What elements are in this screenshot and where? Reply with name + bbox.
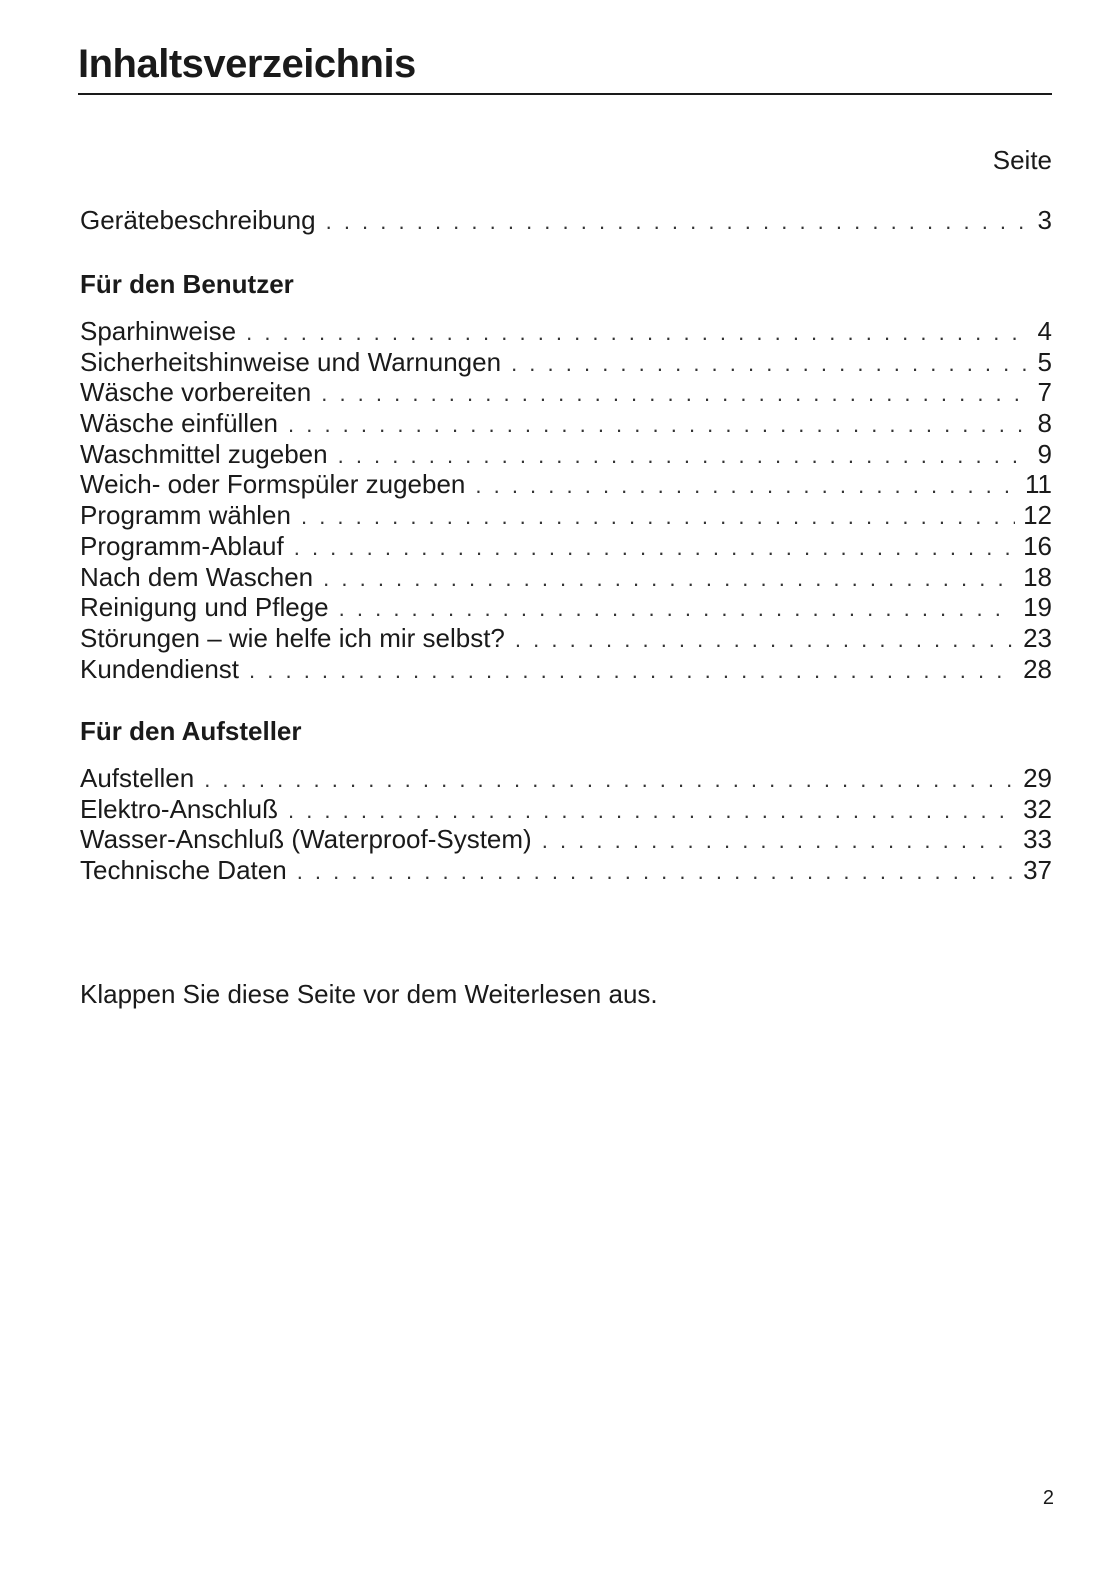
toc-entry-page: 16 <box>1023 530 1052 561</box>
toc-leader-dots <box>294 533 1015 564</box>
toc-entry-page: 32 <box>1023 793 1052 824</box>
toc-entry-label: Waschmittel zugeben <box>80 438 328 469</box>
toc-leader-dots <box>288 796 1015 827</box>
toc-leader-dots <box>338 441 1030 472</box>
toc-entry[interactable] <box>80 439 1052 470</box>
toc-leader-dots <box>246 318 1029 349</box>
toc-leader-dots <box>288 410 1030 441</box>
toc-entry[interactable] <box>80 469 1052 500</box>
toc-leader-dots <box>511 349 1029 380</box>
toc-entry-label: Elektro-Anschluß <box>80 793 278 824</box>
toc-entry-page: 11 <box>1025 469 1052 500</box>
toc-entry-label: Reinigung und Pflege <box>80 592 329 623</box>
toc-benutzer <box>80 316 1052 684</box>
toc-entry[interactable] <box>80 500 1052 531</box>
toc-entry-page: 8 <box>1037 408 1052 439</box>
toc-entry-label: Wäsche vorbereiten <box>80 377 312 408</box>
toc-entry-page: 37 <box>1023 855 1052 886</box>
toc-entry-label: Wasser-Anschluß (Waterproof-System) <box>80 824 532 855</box>
toc-entry-label: Kundendienst <box>80 653 240 684</box>
toc-leader-dots <box>323 564 1015 595</box>
toc-entry-label: Nach dem Waschen <box>80 561 314 592</box>
toc-leader-dots <box>321 379 1029 410</box>
toc-entry-page: 7 <box>1037 377 1052 408</box>
toc-entry[interactable] <box>80 763 1052 794</box>
toc-leader-dots <box>542 826 1015 857</box>
page-number: 2 <box>1042 1487 1054 1509</box>
toc-entry[interactable] <box>80 347 1052 378</box>
section-heading-aufsteller: Für den Aufsteller <box>80 716 302 746</box>
fold-out-note: Klappen Sie diese Seite vor dem Weiterlesen aus. <box>80 979 658 1009</box>
toc-entry-page: 3 <box>1037 205 1052 235</box>
toc-entry[interactable] <box>80 408 1052 439</box>
toc-entry-label: Programm-Ablauf <box>80 530 284 561</box>
toc-entry-page: 9 <box>1037 438 1052 469</box>
toc-intro <box>80 205 1052 236</box>
page-title: Inhaltsverzeichnis <box>78 42 416 86</box>
toc-leader-dots <box>339 594 1015 625</box>
toc-entry[interactable] <box>80 794 1052 825</box>
toc-entry-page: 12 <box>1023 500 1052 531</box>
toc-entry[interactable] <box>80 592 1052 623</box>
toc-entry-page: 18 <box>1023 561 1052 592</box>
toc-aufsteller <box>80 763 1052 886</box>
toc-leader-dots <box>326 207 1030 238</box>
toc-entry[interactable] <box>80 562 1052 593</box>
toc-entry[interactable] <box>80 824 1052 855</box>
toc-entry[interactable] <box>80 654 1052 685</box>
toc-leader-dots <box>297 857 1015 888</box>
toc-entry-page: 23 <box>1023 622 1052 653</box>
toc-entry-label: Sicherheitshinweise und Warnungen <box>80 346 502 377</box>
toc-entry[interactable] <box>80 316 1052 347</box>
toc-leader-dots <box>301 502 1015 533</box>
toc-entry-page: 28 <box>1023 653 1052 684</box>
toc-entry[interactable] <box>80 855 1052 886</box>
toc-entry-label: Programm wählen <box>80 500 291 531</box>
toc-entry-label: Weich- oder Formspüler zugeben <box>80 469 466 500</box>
toc-entry-label: Wäsche einfüllen <box>80 408 278 439</box>
toc-entry-label: Gerätebeschreibung <box>80 205 316 235</box>
page-column-label: Seite <box>992 145 1052 175</box>
title-underline <box>78 93 1052 95</box>
toc-entry-label: Aufstellen <box>80 763 195 793</box>
toc-leader-dots <box>475 471 1017 502</box>
toc-entry-page: 29 <box>1023 763 1052 793</box>
section-heading-benutzer: Für den Benutzer <box>80 269 294 299</box>
toc-leader-dots <box>515 625 1015 656</box>
toc-entry-label: Technische Daten <box>80 855 287 886</box>
toc-entry[interactable] <box>80 377 1052 408</box>
toc-entry-page: 4 <box>1037 316 1052 346</box>
toc-entry-page: 5 <box>1037 346 1052 377</box>
toc-leader-dots <box>249 656 1015 687</box>
toc-entry[interactable] <box>80 205 1052 236</box>
toc-entry-label: Sparhinweise <box>80 316 237 346</box>
toc-entry-page: 19 <box>1023 592 1052 623</box>
toc-entry-label: Störungen – wie helfe ich mir selbst? <box>80 622 505 653</box>
toc-entry[interactable] <box>80 531 1052 562</box>
toc-entry-page: 33 <box>1023 824 1052 855</box>
toc-leader-dots <box>204 765 1015 796</box>
toc-entry[interactable] <box>80 623 1052 654</box>
